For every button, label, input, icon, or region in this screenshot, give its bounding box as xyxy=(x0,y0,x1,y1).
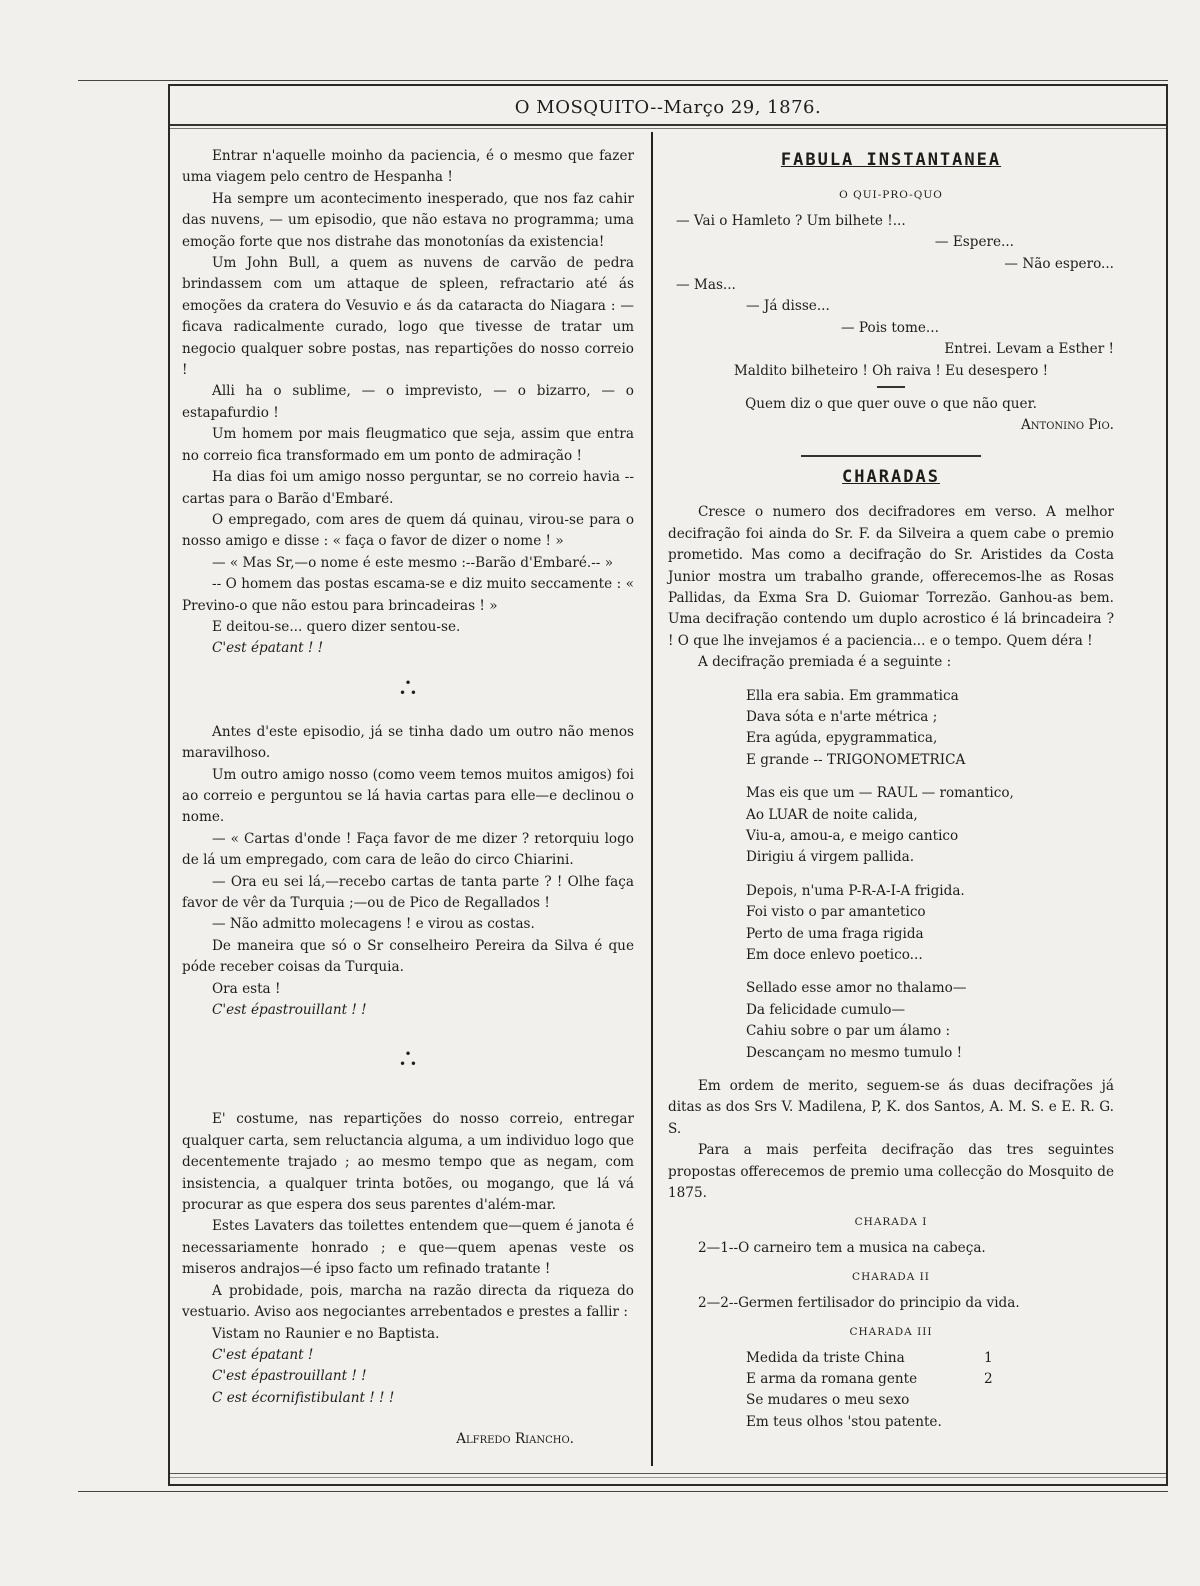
paragraph: Alli ha o sublime, — o imprevisto, — o bizarro, — o estapafurdio ! xyxy=(182,383,634,421)
paragraph: E deitou-se... quero dizer sentou-se. xyxy=(212,618,461,635)
section-separator xyxy=(801,455,981,457)
dialog-line: — Mas... xyxy=(676,277,736,294)
bottom-rule-thin xyxy=(170,1477,1166,1478)
exclamation: C'est épastrouillant ! ! xyxy=(212,1002,367,1019)
paragraph: Cresce o numero dos decifradores em verso. A melhor decifração foi ainda do Sr. F. da Silveira a quem cabe o premio prometido. Mas como a decifração do Sr. Aristides da Costa Junior mostra um trabalho grande, offerecemos-lhe as Rosas Pallidas, da Exma Sra D. Guiomar Torrezão. Ganhou-as bem. Uma decifração contendo um duplo acrostico é lá brincadeira ? ! O que lhe invejamos é a paciencia... e o tempo. Quem déra ! xyxy=(668,504,1114,649)
exclamation: C'est épatant ! xyxy=(212,1346,314,1363)
paragraph: Um John Bull, a quem as nuvens de carvão de pedra brindassem com um attaque de spleen, refractario até ás emoções da cratera do Vesuvio e ás da cataracta do Niagara : — ficava radicalmente curado, logo que tivesse de tratar um negocio qualquer sobre postas, nas repartições do nosso correio ! xyxy=(182,255,634,379)
stanza xyxy=(746,881,1114,967)
charada-3-label: CHARADA III xyxy=(849,1326,933,1339)
dialog-line: — Espere... xyxy=(934,234,1014,251)
fabula-moral: Quem diz o que quer ouve o que não quer. xyxy=(745,396,1037,413)
page-header: O MOSQUITO--Março 29, 1876. xyxy=(514,97,822,118)
paragraph: -- O homem das postas escama-se e diz muito seccamente : « Previno-o que não estou para brincadeiras ! » xyxy=(182,576,634,614)
verse: Era agúda, epygrammatica, xyxy=(746,730,938,747)
verse: Perto de uma fraga rigida xyxy=(746,925,924,942)
paragraph: Vistam no Raunier e no Baptista. xyxy=(212,1325,440,1342)
prize-poem xyxy=(746,686,1114,1065)
bottom-rule xyxy=(170,1473,1166,1474)
stanza xyxy=(746,783,1114,869)
verse: Mas eis que um — RAUL — romantico, xyxy=(746,785,1014,802)
verse: Depois, n'uma P-R-A-I-A frigida. xyxy=(746,882,965,899)
right-column xyxy=(668,144,1114,1433)
stanza xyxy=(746,978,1114,1064)
header-rule xyxy=(170,124,1166,126)
paragraph: Um outro amigo nosso (como veem temos muitos amigos) foi ao correio e perguntou se lá havia cartas para elle—e declinou o nome. xyxy=(182,766,634,826)
charada-row xyxy=(746,1390,1114,1411)
dialog-line: — Vai o Hamleto ? Um bilhete !... xyxy=(676,212,906,229)
paragraph: Entrar n'aquelle moinho da paciencia, é o mesmo que fazer uma viagem pelo centro de Hespanha ! xyxy=(182,148,634,186)
paragraph: A probidade, pois, marcha na razão directa da riqueza do vestuario. Aviso aos negociantes arrebentados e prestes a fallir : xyxy=(182,1282,634,1321)
article-part-1 xyxy=(182,146,634,660)
paragraph: Ora esta ! xyxy=(212,980,281,997)
paragraph: De maneira que só o Sr conselheiro Pereira da Silva é que póde receber coisas da Turquia. xyxy=(182,937,634,976)
asterism-ornament: • • • xyxy=(399,675,417,700)
author-signature: Alfredo Riancho. xyxy=(456,1431,574,1448)
asterism-ornament: • • • xyxy=(399,1047,417,1072)
paragraph: Em ordem de merito, seguem-se ás duas decifrações já ditas as dos Srs V. Madilena, P, K. dos Santos, A. M. S. e E. R. G. S. xyxy=(668,1078,1114,1137)
verse: Da felicidade cumulo— xyxy=(746,1001,906,1018)
paragraph: Um homem por mais fleugmatico que seja, assim que entra no correio fica transformado em um ponto de admiração ! xyxy=(182,426,634,464)
paragraph: Antes d'este episodio, já se tinha dado um outro não menos maravilhoso. xyxy=(182,723,634,762)
paragraph: — « Cartas d'onde ! Faça favor de me dizer ? retorquiu logo de lá um empregado, com cara de leão do circo Chiarini. xyxy=(182,830,634,869)
page-frame xyxy=(168,84,1168,1486)
fabula-subtitle: O QUI-PRO-QUO xyxy=(839,189,943,202)
article-part-3 xyxy=(182,1109,634,1409)
left-column xyxy=(182,146,634,1451)
verse: Sellado esse amor no thalamo— xyxy=(746,980,967,997)
charada-2-text: 2—2--Germen fertilisador do principio da vida. xyxy=(698,1294,1020,1311)
verse: Em teus olhos 'stou patente. xyxy=(746,1413,942,1430)
dialog-line: Entrei. Levam a Esther ! xyxy=(944,341,1114,358)
paragraph: — Ora eu sei lá,—recebo cartas de tanta parte ? ! Olhe faça favor de vêr da Turquia ;—ou de Pico de Regallados ! xyxy=(182,873,634,911)
charadas-title: CHARADAS xyxy=(842,466,940,487)
outer-rule-top xyxy=(78,80,1168,81)
verse: Se mudares o meu sexo xyxy=(746,1392,910,1409)
exclamation: C'est épatant ! ! xyxy=(212,640,324,657)
exclamation: C'est épastrouillant ! ! xyxy=(212,1368,367,1385)
verse: Dirigiu á virgem pallida. xyxy=(746,849,915,866)
paragraph: Para a mais perfeita decifração das tres seguintes propostas offerecemos de premio uma collecção do Mosquito de 1875. xyxy=(668,1142,1114,1202)
verse: Cahiu sobre o par um álamo : xyxy=(746,1023,951,1040)
verse: Foi visto o par amantetico xyxy=(746,904,926,921)
charada-2-label: CHARADA II xyxy=(852,1271,930,1284)
charada-1-text: 2—1--O carneiro tem a musica na cabeça. xyxy=(698,1239,986,1256)
column-divider xyxy=(651,132,653,1466)
paragraph: Ha dias foi um amigo nosso perguntar, se no correio havia --cartas para o Barão d'Embaré. xyxy=(182,469,634,507)
dialog-line: — Já disse... xyxy=(746,298,830,315)
exclamation: C est écornifistibulant ! ! ! xyxy=(212,1389,395,1406)
verse: E arma da romana gente xyxy=(746,1370,918,1387)
verse: Em doce enlevo poetico... xyxy=(746,947,923,963)
outer-rule-bottom xyxy=(78,1491,1168,1492)
verse: Ao LUAR de noite calida, xyxy=(746,806,918,823)
verse: Dava sóta e n'arte métrica ; xyxy=(746,708,938,725)
header-rule-thin xyxy=(170,128,1166,129)
article-part-2 xyxy=(182,722,634,1022)
syllable-count: 2 xyxy=(984,1370,993,1387)
dialog-line: — Pois tome... xyxy=(841,319,939,336)
fabula-author: Antonino Pio. xyxy=(1020,417,1114,434)
verse: E grande -- TRIGONOMETRICA xyxy=(746,751,966,768)
charada-3-verses xyxy=(746,1348,1114,1434)
fabula-title: FABULA INSTANTANEA xyxy=(780,150,1002,170)
stanza xyxy=(746,686,1114,772)
dialog-line: — Não espero... xyxy=(1004,255,1114,272)
paragraph: Estes Lavaters das toilettes entendem que—quem é janota é necessariamente honrado ; e que—quem apenas veste os miseros andrajos—é ipso facto um refinado tratante ! xyxy=(182,1218,634,1278)
short-rule xyxy=(877,386,905,388)
verse: Medida da triste China xyxy=(746,1349,905,1366)
paragraph: A decifração premiada é a seguinte : xyxy=(698,654,952,671)
syllable-count: 1 xyxy=(984,1349,993,1366)
paragraph: Ha sempre um acontecimento inesperado, que nos faz cahir das nuvens, — um episodio, que não estava no programma; uma emoção forte que nos distrahe das monotonías da existencia! xyxy=(182,190,634,250)
verse: Descançam no mesmo tumulo ! xyxy=(746,1044,963,1061)
charada-1-label: CHARADA I xyxy=(854,1216,928,1229)
paragraph: E' costume, nas repartições do nosso correio, entregar qualquer carta, sem reluctancia alguma, a um individuo logo que decentemente trajado ; ao mesmo tempo que as negam, com insistencia, a qualquer trinta botões, ou mogango, que lá vá procurar as que espera dos seus parentes d'além-mar. xyxy=(182,1111,634,1214)
charada-row xyxy=(746,1348,1114,1369)
paragraph: — « Mas Sr,—o nome é este mesmo :--Barão d'Embaré.-- » xyxy=(212,554,614,571)
verse: Ella era sabia. Em grammatica xyxy=(746,687,959,704)
charada-row xyxy=(746,1412,1114,1433)
paragraph: — Não admitto molecagens ! e virou as costas. xyxy=(212,916,535,933)
fabula-dialog xyxy=(668,211,1114,382)
paragraph: O empregado, com ares de quem dá quinau, virou-se para o nosso amigo e disse : « faça o favor de dizer o nome ! » xyxy=(182,511,634,550)
verse: Viu-a, amou-a, e meigo cantico xyxy=(746,827,959,844)
charada-row xyxy=(746,1369,1114,1390)
dialog-line: Maldito bilheteiro ! Oh raiva ! Eu desespero ! xyxy=(733,362,1049,379)
